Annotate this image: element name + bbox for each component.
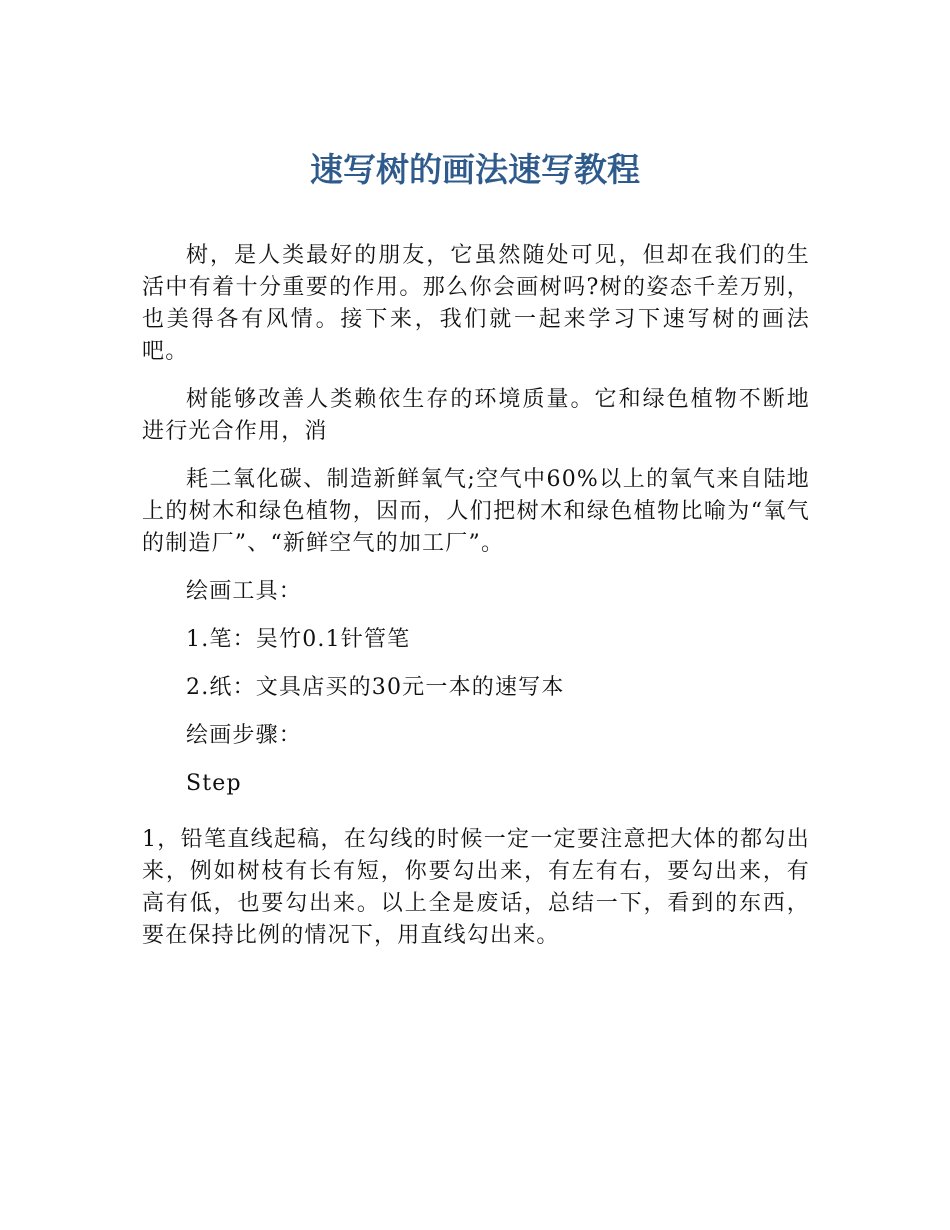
paragraph-oxygen: 耗二氧化碳、制造新鲜氧气;空气中60%以上的氧气来自陆地上的树木和绿色植物，因而，人们把树木和绿色植物比喻为“氧气的制造厂”、“新鲜空气的加工厂”。 [142, 467, 810, 556]
document-body [142, 240, 810, 968]
paragraph-step-one: 1，铅笔直线起稿，在勾线的时候一定一定要注意把大体的都勾出来，例如树枝有长有短，你要勾出来，有左有右，要勾出来，有高有低，也要勾出来。以上全是废话，总结一下，看到的东西，要在保持比例的情况下，用直线勾出来。 [142, 827, 810, 948]
document-title: 速写树的画法速写教程 [310, 150, 640, 189]
paragraph-step-label: Step [186, 771, 242, 796]
paragraph-tool-pen: 1.笔：吴竹0.1针管笔 [186, 627, 411, 652]
paragraph-tool-paper: 2.纸：文具店买的30元一本的速写本 [186, 675, 565, 700]
paragraph-tools-heading: 绘画工具： [186, 579, 303, 604]
paragraph-steps-heading: 绘画步骤： [186, 723, 303, 748]
paragraph-environment: 树能够改善人类赖依生存的环境质量。它和绿色植物不断地进行光合作用，消 [142, 387, 810, 444]
paragraph-intro: 树，是人类最好的朋友，它虽然随处可见，但却在我们的生活中有着十分重要的作用。那么你会画树吗?树的姿态千差万别，也美得各有风情。接下来，我们就一起来学习下速写树的画法吧。 [142, 243, 810, 364]
